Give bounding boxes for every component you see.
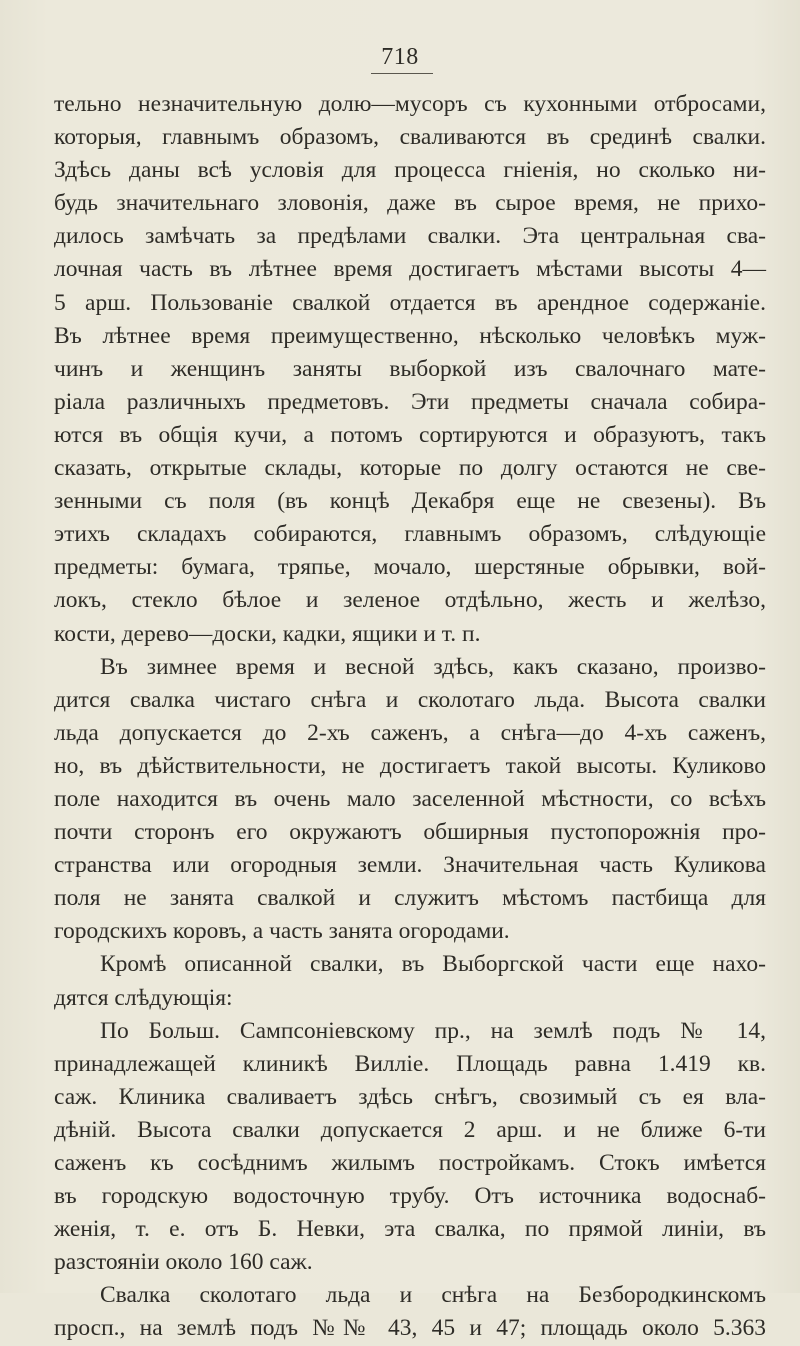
- paragraph-line: которыя, главнымъ образомъ, сваливаются въ срединѣ свалки.: [54, 124, 766, 151]
- paragraph-line: этихъ складахъ собираются, главнымъ образомъ, слѣдующіе: [54, 521, 766, 548]
- paragraph-line: разстояніи около 160 саж.: [54, 1249, 313, 1276]
- paragraph-line: локъ, стекло бѣлое и зеленое отдѣльно, жесть и желѣзо,: [54, 587, 766, 614]
- paragraph-line: 5 арш. Пользованіе свалкой отдается въ арендное содержаніе.: [54, 289, 766, 316]
- paragraph-first-line: тельно незначительную долю—мусоръ съ кухонными отбросами,: [54, 91, 766, 117]
- paragraph-line: дилось замѣчать за предѣлами свалки. Эта центральная сва-: [54, 223, 766, 250]
- paragraph-line: почти сторонъ его окружаютъ обширныя пустопорожнія про-: [54, 819, 766, 846]
- paragraph-line: городскихъ коровъ, а часть занята огородами.: [54, 918, 510, 945]
- paragraph-line: сказать, открытые склады, которые по долгу остаются не све-: [54, 455, 766, 482]
- paragraph-line: странства или огородныя земли. Значительная часть Куликова: [54, 852, 766, 879]
- paragraph-line: дится свалка чистаго снѣга и сколотаго льда. Высота свалки: [54, 686, 766, 713]
- paragraph-line: просп., на землѣ подъ №№ 43, 45 и 47; площадь около 5.363: [54, 1315, 766, 1342]
- paragraph-line: дятся слѣдующія:: [54, 984, 233, 1011]
- paragraph-line: будь значительнаго зловонія, даже въ сырое время, не прихо-: [54, 190, 766, 217]
- paragraph-first-line: Въ зимнее время и весной здѣсь, какъ сказано, произво-: [100, 653, 766, 680]
- paragraph-line: льда допускается до 2-хъ саженъ, а снѣга—до 4-хъ саженъ,: [54, 719, 766, 746]
- paragraph-line: дѣній. Высота свалки допускается 2 арш. и не ближе 6-ти: [54, 1116, 766, 1143]
- paragraph-line: лочная часть въ лѣтнее время достигаетъ мѣстами высоты 4—: [54, 256, 766, 283]
- paragraph-line: ріала различныхъ предметовъ. Эти предметы сначала собира-: [54, 388, 766, 415]
- paragraph-first-line: Свалка сколотаго льда и снѣга на Безбородкинскомъ: [100, 1282, 766, 1309]
- paragraph-first-line: По Больш. Сампсоніевскому пр., на землѣ подъ № 14,: [100, 1017, 766, 1044]
- paragraph-line: но, въ дѣйствительности, не достигаетъ такой высоты. Куликово: [54, 752, 766, 779]
- paragraph-line: предметы: бумага, тряпье, мочало, шерстяные обрывки, вой-: [54, 554, 766, 581]
- paragraph-line: ются въ общія кучи, а потомъ сортируются и образуютъ, такъ: [54, 421, 766, 448]
- paragraph-line: зенными съ поля (въ концѣ Декабря еще не свезены). Въ: [54, 488, 766, 515]
- page-number-underline: [371, 73, 433, 74]
- page-number: 718: [381, 44, 419, 70]
- paragraph-line: саж. Клиника сваливаетъ здѣсь снѣгъ, свозимый съ ея вла-: [54, 1083, 766, 1110]
- paragraph-line: Въ лѣтнее время преимущественно, нѣсколько человѣкъ муж-: [54, 322, 766, 349]
- paragraph-line: поле находится въ очень мало заселенной мѣстности, со всѣхъ: [54, 785, 766, 812]
- paragraph-line: Здѣсь даны всѣ условія для процесса гніенія, но сколько ни-: [54, 157, 766, 184]
- paragraph-line: принадлежащей клиникѣ Вилліе. Площадь равна 1.419 кв.: [54, 1050, 766, 1077]
- paragraph-line: поля не занята свалкой и служитъ мѣстомъ пастбища для: [54, 885, 766, 912]
- paragraph-line: саженъ къ сосѣднимъ жилымъ постройкамъ. Стокъ имѣется: [54, 1150, 766, 1176]
- paragraph-first-line: Кромѣ описанной свалки, въ Выборгской части еще нахо-: [100, 951, 766, 978]
- paragraph-line: чинъ и женщинъ заняты выборкой изъ свалочнаго мате-: [54, 355, 766, 382]
- paragraph-line: кости, дерево—доски, кадки, ящики и т. п.: [54, 620, 481, 647]
- paragraph-line: въ городскую водосточную трубу. Отъ источника водоснаб-: [54, 1183, 766, 1210]
- paragraph-line: женія, т. е. отъ Б. Невки, эта свалка, по прямой линіи, въ: [54, 1216, 766, 1243]
- body-text: [54, 88, 766, 1346]
